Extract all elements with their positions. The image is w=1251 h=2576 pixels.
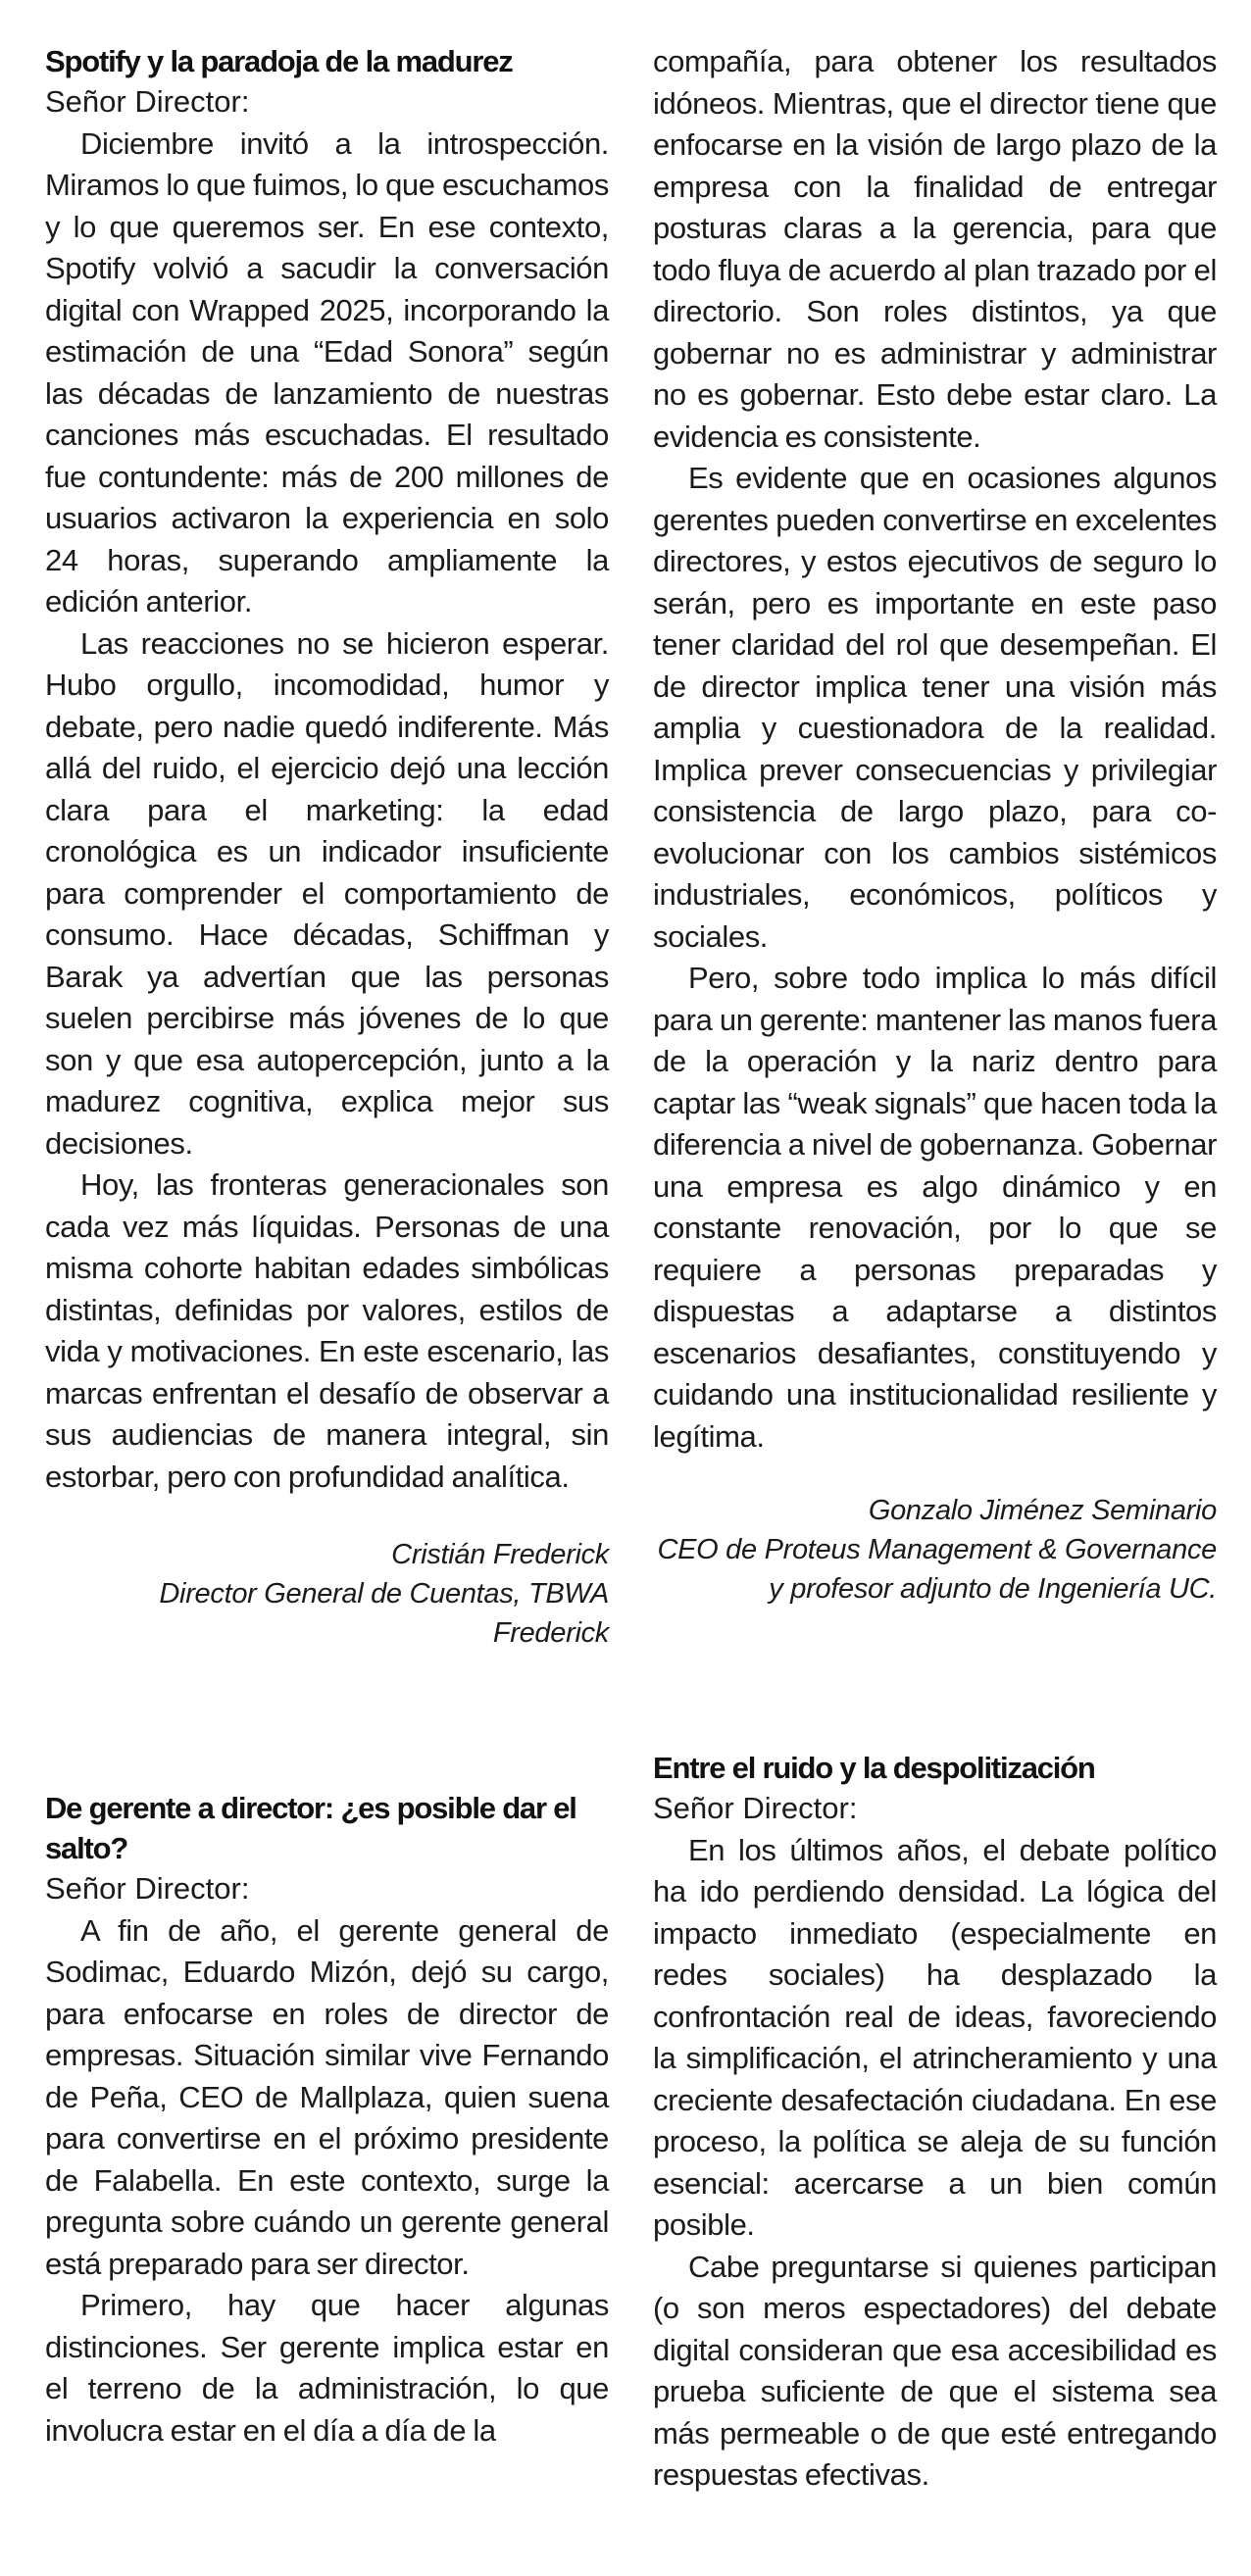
letter-headline: Entre el ruido y la despolitización: [653, 1751, 1095, 1785]
signature-name: Gonzalo Jiménez Seminario: [868, 1495, 1217, 1526]
letter-paragraph: Hoy, las fronteras generacionales son cada vez más líquidas. Personas de una misma cohorte habitan edades simbólicas distintas, definidas por valores, estilos de vida y motivaciones. En este escenario, las marcas enfrentan el desafío de observar a sus audiencias de manera integral, sin estorbar, pero con profundidad analítica.: [45, 1167, 609, 1494]
letter-signature: [45, 1535, 609, 1653]
letter-gerente-director-continued: [653, 41, 1217, 1609]
letter-paragraph: Primero, hay que hacer algunas distinciones. Ser gerente implica estar en el terreno de la administración, lo que involucra estar en el día a día de la: [45, 2288, 609, 2448]
letter-paragraph: En los últimos años, el debate político ha ido perdiendo densidad. La lógica del impacto inmediato (especialmente en redes sociales) ha desplazado la confrontación real de ideas, favoreciendo la simplificación, el atrincheramiento y una creciente desafectación ciudadana. En ese proceso, la política se aleja de su función esencial: acercarse a un bien común posible.: [653, 1832, 1217, 2242]
letter-salutation: Señor Director:: [653, 1791, 858, 1825]
signature-title: Director General de Cuentas, TBWA Frederick: [159, 1578, 609, 1649]
letter-salutation: Señor Director:: [45, 84, 250, 119]
letter-paragraph: Es evidente que en ocasiones algunos gerentes pueden convertirse en excelentes directores, y estos ejecutivos de seguro lo serán, pero es importante en este paso tener claridad del rol que desempeñan. El de director implica tener una visión más amplia y cuestionadora de la realidad. Implica prever consecuencias y privilegiar consistencia de largo plazo, para co-evolucionar con los cambios sistémicos industriales, económicos, políticos y sociales.: [653, 461, 1217, 954]
letter-spotify: [45, 41, 609, 1653]
signature-title: CEO de Proteus Management & Governance y profesor adjunto de Ingeniería UC.: [657, 1534, 1217, 1605]
letter-gerente-director: [45, 1788, 609, 2452]
letter-paragraph: compañía, para obtener los resultados idóneos. Mientras, que el director tiene que enfocarse en la visión de largo plazo de la empresa con la finalidad de entregar posturas claras a la gerencia, para que todo fluya de acuerdo al plan trazado por el directorio. Son roles distintos, ya que gobernar no es administrar y administrar no es gobernar. Esto debe estar claro. La evidencia es consistente.: [653, 44, 1217, 454]
letter-paragraph: Las reacciones no se hicieron esperar. Hubo orgullo, incomodidad, humor y debate, pero nadie quedó indiferente. Más allá del ruido, el ejercicio dejó una lección clara para el marketing: la edad cronológica es un indicador insuficiente para comprender el comportamiento de consumo. Hace décadas, Schiffman y Barak ya advertían que las personas suelen percibirse más jóvenes de lo que son y que esa autopercepción, junto a la madurez cognitiva, explica mejor sus decisiones.: [45, 625, 609, 1161]
signature-name: Cristián Frederick: [391, 1539, 609, 1570]
letter-ruido-despolitizacion: [653, 1748, 1217, 2497]
letter-salutation: Señor Director:: [45, 1871, 250, 1906]
letter-signature: [653, 1491, 1217, 1609]
letter-paragraph: A fin de año, el gerente general de Sodimac, Eduardo Mizón, dejó su cargo, para enfocarse en roles de director de empresas. Situación similar vive Fernando de Peña, CEO de Mallplaza, quien suena para convertirse en el próximo presidente de Falabella. En este contexto, surge la pregunta sobre cuándo un gerente general está preparado para ser director.: [45, 1912, 609, 2281]
letter-paragraph: Pero, sobre todo implica lo más difícil para un gerente: mantener las manos fuera de la operación y la nariz dentro para captar las “weak signals” que hacen toda la diferencia a nivel de gobernanza. Gobernar una empresa es algo dinámico y en constante renovación, por lo que se requiere a personas preparadas y dispuestas a adaptarse a distintos escenarios desafiantes, constituyendo y cuidando una institucionalidad resiliente y legítima.: [653, 961, 1217, 1454]
letter-headline: Spotify y la paradoja de la madurez: [45, 44, 513, 78]
letter-paragraph: Cabe preguntarse si quienes participan (o son meros espectadores) del debate digital consideran que esa accesibilidad es prueba suficiente de que el sistema sea más permeable o de que esté entregando respuestas efectivas.: [653, 2249, 1217, 2492]
letter-paragraph: Diciembre invitó a la introspección. Miramos lo que fuimos, lo que escuchamos y lo que queremos ser. En ese contexto, Spotify volvió a sacudir la conversación digital con Wrapped 2025, incorporando la estimación de una “Edad Sonora” según las décadas de lanzamiento de nuestras canciones más escuchadas. El resultado fue contundente: más de 200 millones de usuarios activaron la experiencia en solo 24 horas, superando ampliamente la edición anterior.: [45, 125, 609, 619]
letter-headline: De gerente a director: ¿es posible dar el salto?: [45, 1791, 576, 1865]
